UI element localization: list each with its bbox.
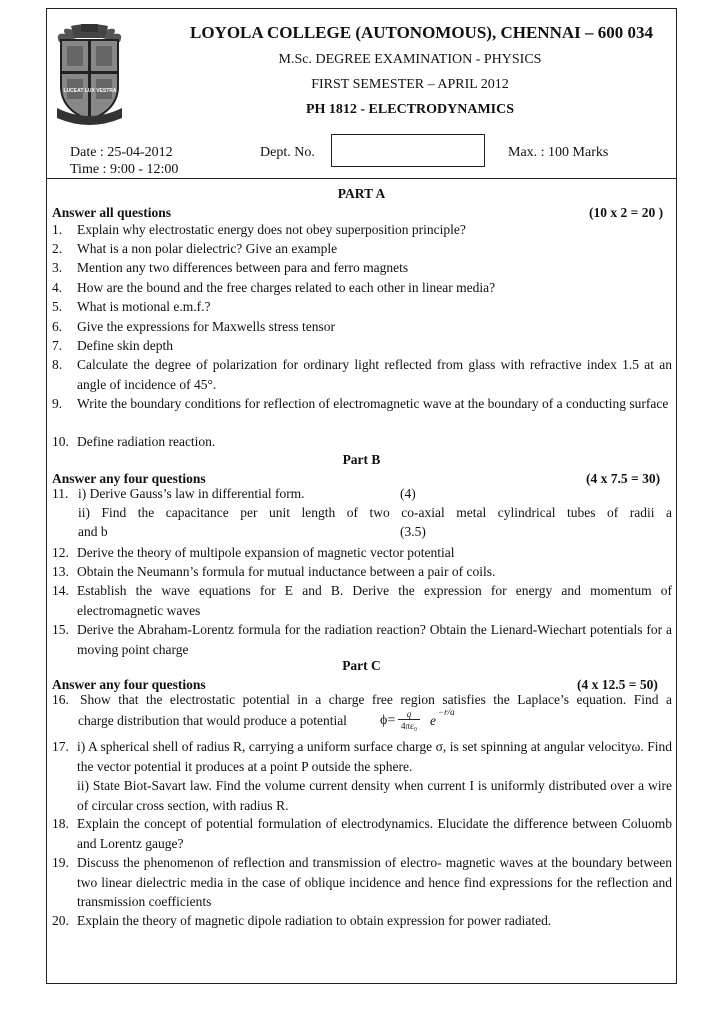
question-text: Define skin depth — [77, 338, 173, 353]
formula-exponent: −r/a — [438, 707, 455, 717]
question-8 — [52, 355, 672, 394]
question-14 — [52, 581, 672, 620]
question-19 — [52, 853, 672, 912]
question-text: What is motional e.m.f.? — [77, 299, 211, 314]
formula-denominator: 4πε₀ — [401, 721, 417, 731]
dept-no-box — [331, 134, 485, 167]
question-20 — [52, 911, 672, 931]
question-2 — [52, 239, 672, 259]
question-4 — [52, 278, 672, 298]
question-11-part-i: i) Derive Gauss’s law in differential form. — [78, 486, 305, 501]
question-text: Derive the theory of multipole expansion of magnetic vector potential — [77, 545, 455, 560]
semester-title: FIRST SEMESTER – APRIL 2012 — [311, 77, 509, 92]
question-text: Derive the Abraham-Lorentz formula for the radiation reaction? Obtain the Lienard-Wiechart potentials for a moving point charge — [77, 622, 672, 657]
degree-title: M.Sc. DEGREE EXAMINATION - PHYSICS — [278, 52, 542, 67]
question-text: Explain why electrostatic energy does not obey superposition principle? — [77, 222, 466, 237]
dept-no-label: Dept. No. — [260, 145, 315, 160]
question-number: 6. — [52, 319, 63, 334]
question-16-text: Show that the electrostatic potential in a charge free region satisfies the Laplace’s equation. Find a — [80, 692, 672, 707]
formula-numerator: q — [398, 709, 420, 720]
question-number: 2. — [52, 241, 63, 256]
question-12 — [52, 543, 672, 563]
question-text: What is a non polar dielectric? Give an example — [77, 241, 338, 256]
question-17-part-i: i) A spherical shell of radius R, carrying a uniform surface charge σ, is set spinning at angular velocityω. Find the vector potential it produces at a point P outside the sphere. — [77, 739, 672, 774]
question-text: Discuss the phenomenon of reflection and transmission of electro- magnetic waves at the boundary between two linear dielectric media in the case of oblique incidence and hence find expressions for the reflection and transmission coefficients — [77, 855, 672, 909]
question-number: 20. — [52, 913, 69, 928]
question-number: 7. — [52, 338, 63, 353]
question-text: How are the bound and the free charges related to each other in linear media? — [77, 280, 496, 295]
question-text: Give the expressions for Maxwells stress tensor — [77, 319, 335, 334]
part-a-title: PART A — [337, 186, 386, 201]
part-c-title: Part C — [342, 658, 381, 673]
question-11-part-ii-cont: and b — [78, 524, 108, 539]
part-b-title: Part B — [342, 452, 381, 467]
question-text: Explain the concept of potential formulation of electrodynamics. Elucidate the difference between Coluomb and Lorentz gauge? — [77, 816, 672, 851]
question-17 — [52, 737, 672, 815]
question-text: Mention any two differences between para and ferro magnets — [77, 260, 409, 275]
question-text: Obtain the Neumann’s formula for mutual inductance between a pair of coils. — [77, 564, 496, 579]
question-5 — [52, 297, 672, 317]
part-c-instruction: Answer any four questions — [52, 677, 206, 692]
question-9 — [52, 394, 672, 414]
part-c-marks: (4 x 12.5 = 50) — [577, 677, 658, 692]
question-number: 9. — [52, 396, 63, 411]
question-number: 1. — [52, 222, 63, 237]
question-number: 5. — [52, 299, 63, 314]
question-11-part-ii: ii) Find the capacitance per unit length of two co-axial metal cylindrical tubes of radii a — [78, 505, 672, 520]
question-number: 12. — [52, 545, 69, 560]
question-13 — [52, 562, 672, 582]
question-17-part-ii: ii) State Biot-Savart law. Find the volume current density when current I is uniformly distributed over a wire of circular cross section, with radius R. — [77, 778, 672, 813]
question-number: 11. — [52, 486, 69, 501]
question-number: 8. — [52, 357, 63, 372]
question-16-text-cont: charge distribution that would produce a potential — [78, 713, 347, 728]
question-number: 19. — [52, 855, 69, 870]
college-name: LOYOLA COLLEGE (AUTONOMOUS), CHENNAI – 600 034 — [190, 23, 653, 42]
question-text: Write the boundary conditions for reflection of electromagnetic wave at the boundary of a conducting surface — [77, 396, 669, 411]
question-3 — [52, 258, 672, 278]
question-text: Define radiation reaction. — [77, 434, 216, 449]
part-a-instruction: Answer all questions — [52, 205, 172, 220]
question-number: 10. — [52, 434, 69, 449]
question-number: 16. — [52, 692, 69, 707]
question-number: 14. — [52, 583, 69, 598]
paper-code: PH 1812 - ELECTRODYNAMICS — [305, 102, 515, 117]
part-b-marks: (4 x 7.5 = 30) — [586, 471, 661, 486]
question-11-part-i-marks: (4) — [400, 486, 416, 501]
question-text: Calculate the degree of polarization for ordinary light reflected from glass with refractive index 1.5 at an angle of incidence of 45°. — [77, 357, 672, 392]
part-a-marks: (10 x 2 = 20 ) — [589, 205, 664, 220]
question-text: Explain the theory of magnetic dipole radiation to obtain expression for power radiated. — [77, 913, 552, 928]
question-number: 17. — [52, 739, 69, 754]
logo-motto: LUCEAT LUX VESTRA — [63, 88, 117, 94]
question-number: 15. — [52, 622, 69, 637]
question-1 — [52, 220, 672, 240]
question-6 — [52, 317, 672, 337]
question-18 — [52, 814, 672, 853]
question-number: 3. — [52, 260, 63, 275]
question-text: Establish the wave equations for E and B. Derive the expression for energy and momentum of electromagnetic waves — [77, 583, 672, 618]
question-15 — [52, 620, 672, 659]
question-10 — [52, 432, 672, 452]
part-b-instruction: Answer any four questions — [52, 471, 206, 486]
question-number: 4. — [52, 280, 63, 295]
question-number: 13. — [52, 564, 69, 579]
question-7 — [52, 336, 672, 356]
question-11-part-ii-marks: (3.5) — [400, 524, 426, 539]
college-crest-logo — [51, 24, 128, 126]
question-number: 18. — [52, 816, 69, 831]
potential-phi: ϕ= — [380, 713, 396, 728]
exam-time: Time : 9:00 - 12:00 — [70, 162, 179, 177]
exam-date: Date : 25-04-2012 — [70, 145, 173, 160]
max-marks: Max. : 100 Marks — [508, 145, 609, 160]
formula-exponential: e — [430, 713, 436, 728]
